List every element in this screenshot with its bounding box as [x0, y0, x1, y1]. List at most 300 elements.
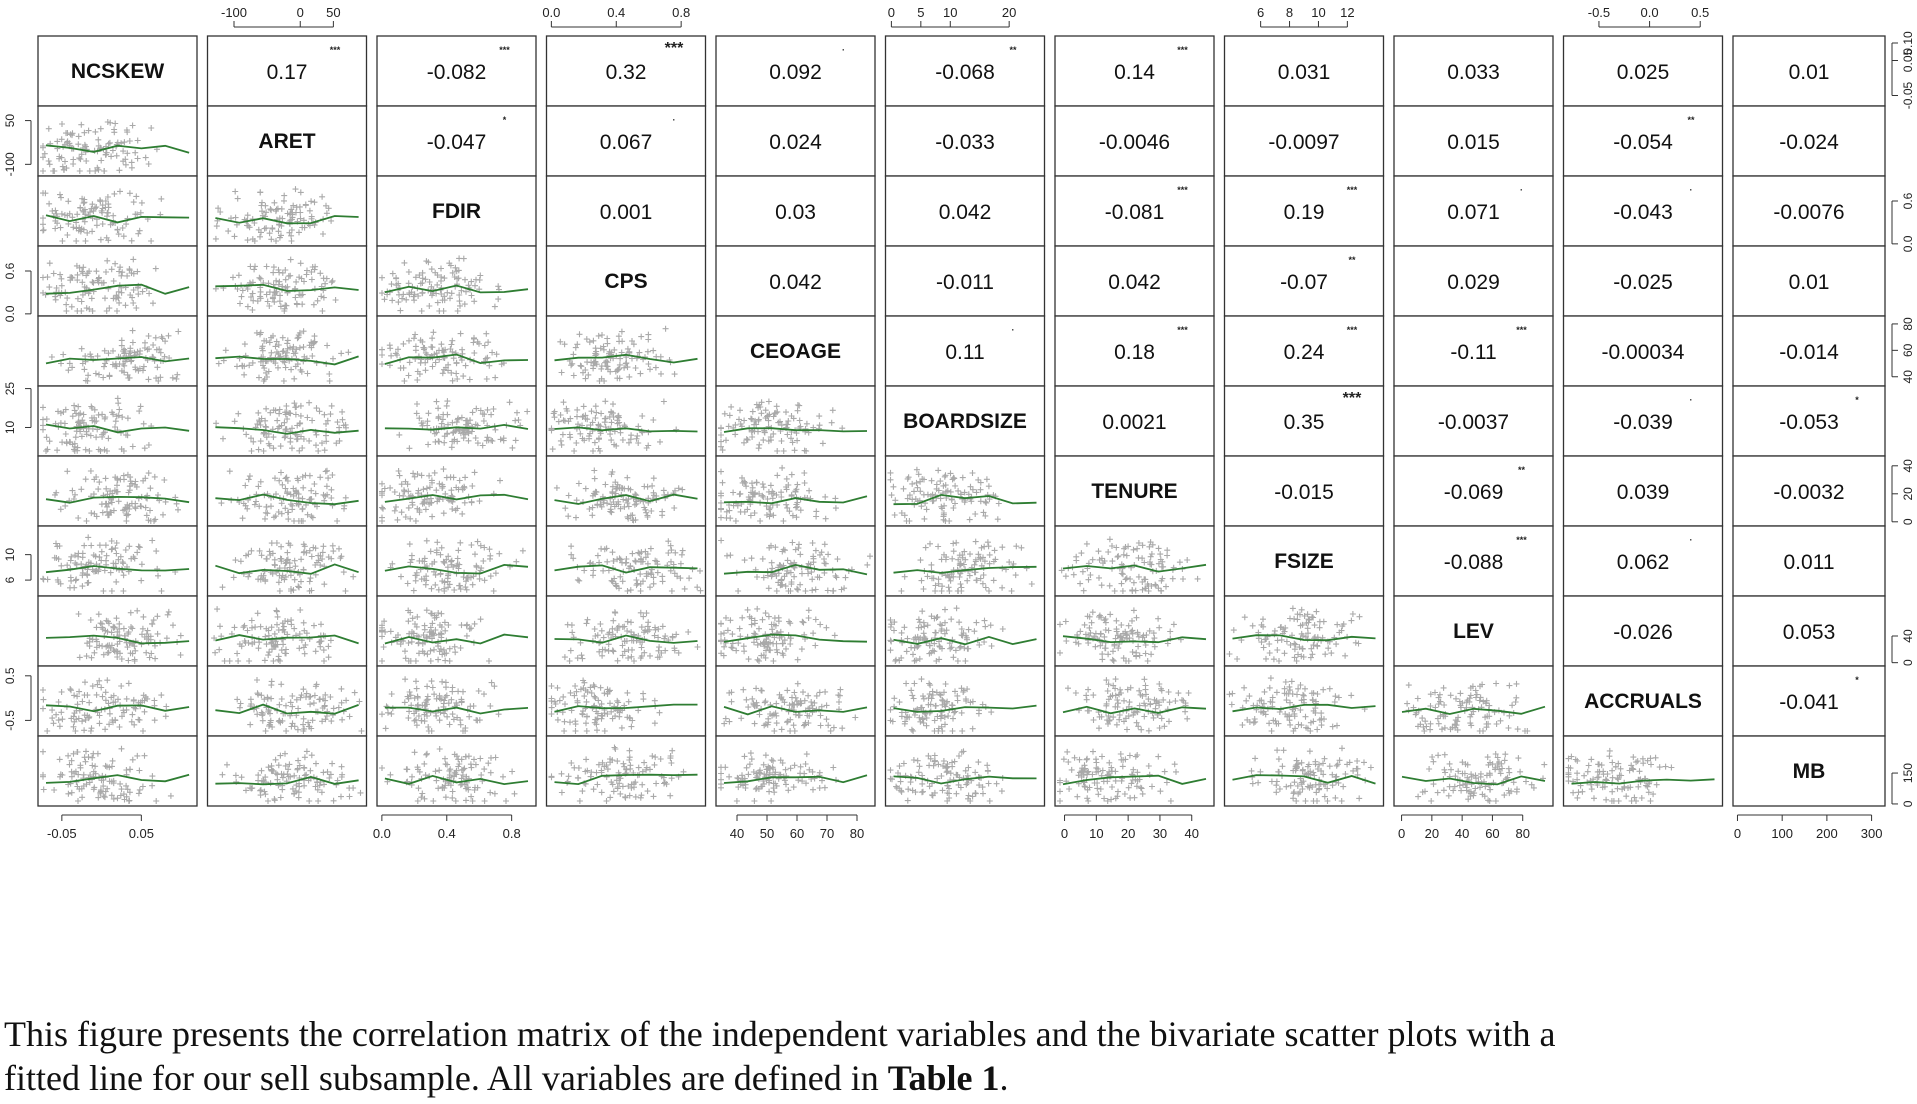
tick-label: 10 — [943, 5, 958, 20]
cell-lev-fsize — [1225, 596, 1384, 666]
caption-text: fitted line for our sell subsample. All variables are defined in — [4, 1058, 888, 1098]
cell-aret-fsize — [1225, 106, 1384, 176]
tick-label: -100 — [3, 152, 17, 177]
cell-ceoage-ncskew — [38, 316, 197, 386]
tick-label: 20 — [1120, 826, 1136, 841]
panel-frame — [208, 176, 367, 246]
significance-stars: · — [1689, 185, 1693, 195]
cell-aret-ncskew — [38, 106, 197, 176]
cell-cps-boardsize — [886, 246, 1045, 316]
cell-aret-lev — [1394, 106, 1553, 176]
variable-label: ACCRUALS — [1584, 690, 1702, 713]
cell-boardsize-aret — [208, 386, 367, 456]
correlation-value: 0.029 — [1447, 271, 1500, 294]
correlation-value: -0.0097 — [1268, 131, 1340, 154]
right-axis-ncskew — [1892, 31, 1915, 109]
tick-label: 0.0 — [1901, 235, 1915, 253]
cell-lev-aret — [208, 596, 367, 666]
cell-ncskew-accruals — [1564, 36, 1723, 106]
variable-label: BOARDSIZE — [903, 410, 1027, 433]
cell-fdir-boardsize — [886, 176, 1045, 246]
cell-ncskew-fsize — [1225, 36, 1384, 106]
cell-boardsize-ncskew — [38, 386, 197, 456]
tick-label: -0.05 — [1901, 81, 1915, 110]
cell-fdir-cps — [547, 176, 706, 246]
significance-stars: *** — [329, 45, 341, 55]
cell-cps-aret — [208, 246, 367, 316]
significance-stars: *** — [1346, 185, 1358, 195]
axis-lev — [1398, 815, 1530, 841]
significance-stars: · — [1520, 185, 1523, 195]
significance-stars: *** — [1177, 325, 1188, 335]
correlation-value: 0.039 — [1616, 481, 1670, 504]
cell-fdir-accruals — [1564, 176, 1723, 246]
cell-accruals-fdir — [377, 666, 536, 736]
cell-accruals-ceoage — [716, 666, 875, 736]
cell-ncskew-cps — [547, 36, 706, 106]
correlation-value: -0.025 — [1613, 271, 1673, 294]
correlation-value: -0.011 — [936, 271, 994, 294]
cell-boardsize-ceoage — [716, 386, 875, 456]
cell-tenure-ncskew — [38, 456, 197, 526]
correlation-value: 0.025 — [1616, 61, 1670, 84]
caption-period: . — [999, 1058, 1009, 1098]
correlation-value: 0.24 — [1283, 341, 1325, 364]
cell-lev-cps — [547, 596, 706, 666]
cell-cps-cps — [547, 246, 706, 316]
significance-stars: *** — [1516, 325, 1527, 335]
tick-label: 80 — [1515, 826, 1530, 841]
significance-stars: * — [1855, 395, 1859, 405]
tick-label: 0 — [887, 5, 896, 20]
cell-lev-tenure — [1055, 596, 1214, 666]
tick-label: 150 — [1901, 763, 1915, 784]
cell-ceoage-fdir — [377, 316, 536, 386]
tick-label: 0.0 — [1640, 5, 1659, 20]
correlation-value: -0.088 — [1443, 551, 1504, 574]
tick-label: 6 — [3, 576, 17, 584]
tick-label: 70 — [819, 826, 835, 841]
tick-label: 0.8 — [672, 5, 691, 20]
cell-mb-ncskew — [38, 736, 197, 806]
tick-label: 100 — [1771, 826, 1794, 841]
tick-label: 5 — [917, 5, 925, 20]
correlation-value: 0.042 — [1108, 271, 1161, 294]
axis-accruals — [1588, 5, 1710, 27]
tick-label: 0 — [1901, 659, 1915, 667]
correlation-value: -0.043 — [1613, 201, 1673, 224]
cell-aret-mb — [1733, 106, 1885, 176]
tick-label: -0.5 — [3, 710, 17, 731]
axis-aret — [221, 5, 341, 27]
cell-ceoage-accruals — [1564, 316, 1723, 386]
panel-frame — [886, 596, 1045, 666]
cell-mb-boardsize — [886, 736, 1045, 806]
correlation-value: -0.015 — [1274, 481, 1334, 504]
cell-ceoage-mb — [1733, 316, 1885, 386]
tick-label: 30 — [1152, 826, 1168, 841]
tick-label: -100 — [220, 5, 248, 20]
variable-label: CPS — [604, 270, 648, 293]
variable-label: FDIR — [432, 200, 481, 223]
correlation-value: -0.0037 — [1437, 411, 1510, 434]
tick-label: 0.5 — [1691, 5, 1710, 20]
correlation-value: 0.14 — [1114, 61, 1155, 84]
cell-cps-tenure — [1055, 246, 1214, 316]
correlation-value: -0.054 — [1613, 131, 1673, 154]
cell-mb-tenure — [1055, 736, 1214, 806]
cell-fsize-cps — [547, 526, 706, 596]
tick-label: 0.4 — [607, 5, 626, 20]
correlation-value: 0.18 — [1114, 341, 1155, 364]
tick-label: 40 — [1184, 826, 1199, 841]
variable-label: CEOAGE — [749, 340, 842, 363]
cell-lev-boardsize — [886, 596, 1045, 666]
correlation-value: -0.047 — [426, 131, 487, 154]
tick-label: 0 — [1397, 826, 1406, 841]
tick-label: 10 — [1311, 5, 1326, 20]
cell-boardsize-fdir — [377, 386, 536, 456]
cell-ceoage-cps — [547, 316, 706, 386]
tick-label: 50 — [326, 5, 341, 20]
cell-fdir-tenure — [1055, 176, 1214, 246]
caption-table-reference: Table 1 — [887, 1058, 1000, 1098]
significance-stars: · — [1011, 325, 1015, 335]
panel-frame — [38, 526, 197, 596]
axis-ncskew — [47, 815, 154, 841]
tick-label: 10 — [3, 420, 17, 435]
cell-boardsize-boardsize — [886, 386, 1045, 456]
variable-label: NCSKEW — [70, 60, 165, 83]
tick-label: 200 — [1816, 826, 1838, 841]
correlation-value: -0.07 — [1280, 271, 1328, 294]
correlation-value: 0.011 — [1783, 551, 1835, 574]
cell-cps-lev — [1394, 246, 1553, 316]
right-axis-mb — [1892, 763, 1915, 808]
cell-tenure-accruals — [1564, 456, 1723, 526]
cell-cps-accruals — [1564, 246, 1723, 316]
correlation-value: 0.062 — [1616, 551, 1670, 574]
tick-label: 0 — [1901, 800, 1915, 808]
tick-label: -0.05 — [47, 826, 77, 841]
cell-mb-aret — [208, 736, 367, 806]
cell-cps-ncskew — [38, 246, 197, 316]
cell-ncskew-lev — [1394, 36, 1553, 106]
correlation-value: 0.17 — [266, 61, 308, 84]
axis-mb — [1734, 815, 1883, 841]
significance-stars: ** — [1517, 465, 1526, 475]
cell-tenure-fdir — [377, 456, 536, 526]
panel-frame — [208, 666, 367, 736]
cell-ceoage-boardsize — [886, 316, 1045, 386]
significance-stars: *** — [1177, 45, 1188, 55]
significance-stars: · — [1689, 395, 1693, 405]
cell-fdir-ncskew — [38, 176, 197, 246]
cell-aret-aret — [208, 106, 367, 176]
tick-label: 60 — [1901, 343, 1915, 358]
correlation-value: 0.071 — [1447, 201, 1500, 224]
panel-frame — [547, 316, 706, 386]
cell-mb-accruals — [1564, 736, 1723, 806]
cell-lev-ncskew — [38, 596, 197, 666]
cell-aret-accruals — [1564, 106, 1723, 176]
tick-label: 0.0 — [372, 826, 391, 841]
cell-cps-fdir — [377, 246, 536, 316]
tick-label: 0.05 — [128, 826, 155, 841]
right-axis-tenure — [1892, 459, 1915, 525]
cell-tenure-tenure — [1055, 456, 1214, 526]
correlation-value: -0.0032 — [1773, 481, 1845, 504]
significance-stars: ** — [1348, 255, 1356, 265]
significance-stars: *** — [1342, 390, 1362, 407]
tick-label: 10 — [3, 547, 17, 562]
cell-lev-lev — [1394, 596, 1553, 666]
cell-tenure-boardsize — [886, 456, 1045, 526]
figure-caption-line-2 — [4, 1056, 1904, 1100]
cell-fdir-mb — [1733, 176, 1885, 246]
cell-ncskew-fdir — [377, 36, 536, 106]
correlation-value: 0.024 — [769, 131, 822, 154]
cell-aret-ceoage — [716, 106, 875, 176]
cell-mb-mb — [1733, 736, 1885, 806]
panel-frame — [547, 666, 706, 736]
tick-label: 20 — [1001, 5, 1017, 20]
cell-lev-mb — [1733, 596, 1885, 666]
panel-frame — [716, 736, 875, 806]
variable-label: LEV — [1453, 620, 1494, 643]
correlation-value: 0.033 — [1447, 61, 1500, 84]
correlation-value: 0.01 — [1788, 271, 1830, 294]
panel-frame — [716, 386, 875, 456]
cell-lev-ceoage — [716, 596, 875, 666]
correlation-value: -0.0046 — [1098, 131, 1171, 154]
cell-mb-lev — [1394, 736, 1553, 806]
correlation-value: -0.069 — [1443, 481, 1504, 504]
tick-label: 0.6 — [3, 262, 17, 280]
right-axis-ceoage — [1892, 317, 1915, 384]
panel-frame — [1055, 666, 1214, 736]
cell-fsize-tenure — [1055, 526, 1214, 596]
cell-boardsize-tenure — [1055, 386, 1214, 456]
tick-label: 40 — [1901, 459, 1915, 473]
variable-label: MB — [1792, 760, 1826, 783]
tick-label: 60 — [1485, 826, 1500, 841]
significance-stars: * — [502, 115, 507, 125]
cell-accruals-boardsize — [886, 666, 1045, 736]
tick-label: 20 — [1424, 826, 1440, 841]
cell-tenure-ceoage — [716, 456, 875, 526]
cell-tenure-mb — [1733, 456, 1885, 526]
correlation-value: 0.32 — [605, 61, 647, 84]
tick-label: 12 — [1340, 5, 1355, 20]
correlation-value: 0.067 — [599, 131, 653, 154]
cell-cps-mb — [1733, 246, 1885, 316]
correlation-value: 0.042 — [769, 271, 822, 294]
cell-accruals-aret — [208, 666, 367, 736]
cell-lev-accruals — [1564, 596, 1723, 666]
tick-label: 40 — [1901, 370, 1915, 384]
correlation-value: 0.053 — [1782, 621, 1836, 644]
variable-label: FSIZE — [1274, 550, 1334, 573]
tick-label: 0 — [1733, 826, 1742, 841]
correlation-value: 0.031 — [1277, 61, 1331, 84]
correlation-value: 0.01 — [1788, 61, 1830, 84]
cell-accruals-lev — [1394, 666, 1553, 736]
tick-label: 40 — [1454, 826, 1470, 841]
correlation-value: 0.015 — [1447, 131, 1500, 154]
cell-fsize-aret — [208, 526, 367, 596]
significance-stars: ** — [1687, 115, 1695, 125]
correlation-value: -0.068 — [935, 61, 995, 84]
cell-aret-boardsize — [886, 106, 1045, 176]
left-axis-aret — [3, 114, 31, 177]
significance-stars: · — [672, 115, 676, 125]
tick-label: 10 — [1089, 826, 1104, 841]
axis-fsize — [1257, 5, 1355, 27]
correlation-value: -0.00034 — [1601, 341, 1685, 364]
tick-label: 40 — [1901, 629, 1915, 643]
correlation-value: -0.041 — [1779, 691, 1839, 714]
correlation-value: -0.039 — [1613, 411, 1673, 434]
significance-stars: · — [842, 45, 845, 55]
correlation-value: -0.024 — [1779, 131, 1839, 154]
tick-label: 6 — [1257, 5, 1265, 20]
significance-stars: * — [1855, 675, 1859, 685]
significance-stars: *** — [499, 45, 510, 55]
correlation-value: 0.03 — [775, 201, 816, 224]
variable-label: ARET — [258, 130, 316, 153]
cell-fsize-accruals — [1564, 526, 1723, 596]
tick-label: 50 — [759, 826, 775, 841]
cell-accruals-mb — [1733, 666, 1885, 736]
cell-tenure-cps — [547, 456, 706, 526]
cell-ncskew-aret — [208, 36, 367, 106]
panel-frame — [377, 456, 536, 526]
cell-cps-fsize — [1225, 246, 1384, 316]
cell-fsize-ncskew — [38, 526, 197, 596]
tick-label: 8 — [1285, 5, 1294, 20]
tick-label: 0.6 — [1901, 192, 1915, 210]
right-axis-fdir — [1892, 192, 1915, 252]
cell-accruals-ncskew — [38, 666, 197, 736]
cell-mb-ceoage — [716, 736, 875, 806]
left-axis-fsize — [3, 548, 31, 584]
cell-ncskew-mb — [1733, 36, 1885, 106]
cell-aret-tenure — [1055, 106, 1214, 176]
cell-boardsize-cps — [547, 386, 706, 456]
tick-label: 300 — [1860, 826, 1883, 841]
cell-tenure-fsize — [1225, 456, 1384, 526]
tick-label: 0.8 — [502, 826, 521, 841]
figure-caption-line-1: This figure presents the correlation matrix of the independent variables and the bivariate scatter plots with a — [4, 1014, 1556, 1054]
cell-fdir-aret — [208, 176, 367, 246]
cell-accruals-cps — [547, 666, 706, 736]
tick-label: 0 — [296, 5, 304, 20]
variable-label: TENURE — [1091, 480, 1178, 503]
cell-ncskew-ceoage — [716, 36, 875, 106]
panel-frame — [716, 526, 875, 596]
tick-label: 0 — [1060, 826, 1069, 841]
correlation-value: -0.026 — [1613, 621, 1673, 644]
significance-stars: *** — [1346, 325, 1358, 335]
correlation-value: -0.11 — [1450, 341, 1497, 364]
tick-label: 50 — [3, 113, 17, 128]
cell-boardsize-mb — [1733, 386, 1885, 456]
cell-fsize-ceoage — [716, 526, 875, 596]
cell-boardsize-accruals — [1564, 386, 1723, 456]
cell-boardsize-fsize — [1225, 386, 1384, 456]
axis-ceoage — [730, 815, 864, 841]
cell-accruals-accruals — [1564, 666, 1723, 736]
tick-label: 20 — [1901, 487, 1915, 501]
correlation-value: -0.033 — [935, 131, 995, 154]
right-axis-lev — [1892, 629, 1915, 666]
significance-stars: *** — [1177, 185, 1188, 195]
axis-boardsize — [888, 5, 1017, 27]
cell-fsize-fdir — [377, 526, 536, 596]
tick-label: 0.0 — [3, 305, 17, 323]
significance-stars: · — [1689, 535, 1693, 545]
cell-fsize-boardsize — [886, 526, 1045, 596]
correlation-value: 0.042 — [938, 201, 992, 224]
cell-ceoage-aret — [208, 316, 367, 386]
tick-label: 0 — [1901, 518, 1915, 526]
cell-lev-fdir — [377, 596, 536, 666]
axis-cps — [542, 5, 690, 27]
cell-fdir-lev — [1394, 176, 1553, 246]
cell-fdir-fdir — [377, 176, 536, 246]
left-axis-cps — [3, 262, 31, 322]
cell-boardsize-lev — [1394, 386, 1553, 456]
significance-stars: ** — [1009, 45, 1017, 55]
correlation-value: -0.053 — [1779, 411, 1839, 434]
cell-fsize-lev — [1394, 526, 1553, 596]
cell-ncskew-tenure — [1055, 36, 1214, 106]
cell-ceoage-tenure — [1055, 316, 1214, 386]
correlation-value: -0.0076 — [1773, 201, 1845, 224]
cell-fsize-fsize — [1225, 526, 1384, 596]
cell-ceoage-fsize — [1225, 316, 1384, 386]
tick-label: 0.0 — [542, 5, 561, 20]
correlation-value: -0.082 — [426, 61, 487, 84]
correlation-value: 0.35 — [1283, 411, 1325, 434]
cell-mb-fdir — [377, 736, 536, 806]
correlation-value: 0.092 — [769, 61, 822, 84]
cell-ncskew-ncskew — [38, 36, 197, 106]
cell-aret-cps — [547, 106, 706, 176]
tick-label: 80 — [849, 826, 865, 841]
left-axis-boardsize — [3, 382, 31, 435]
cell-mb-fsize — [1225, 736, 1384, 806]
cell-fdir-ceoage — [716, 176, 875, 246]
cell-accruals-fsize — [1225, 666, 1384, 736]
cell-tenure-aret — [208, 456, 367, 526]
cell-accruals-tenure — [1055, 666, 1214, 736]
tick-label: 0.5 — [3, 667, 17, 685]
tick-label: 0.4 — [437, 826, 456, 841]
tick-label: 0.05 — [1901, 48, 1915, 73]
significance-stars: *** — [1516, 535, 1527, 545]
correlation-value: 0.19 — [1283, 201, 1325, 224]
cell-ncskew-boardsize — [886, 36, 1045, 106]
panel-frame — [547, 456, 706, 526]
significance-stars: *** — [664, 40, 684, 57]
correlation-value: -0.014 — [1779, 341, 1839, 364]
correlation-value: 0.11 — [945, 341, 985, 364]
correlation-value: 0.0021 — [1102, 411, 1167, 434]
panel-frame — [377, 596, 536, 666]
cell-mb-cps — [547, 736, 706, 806]
